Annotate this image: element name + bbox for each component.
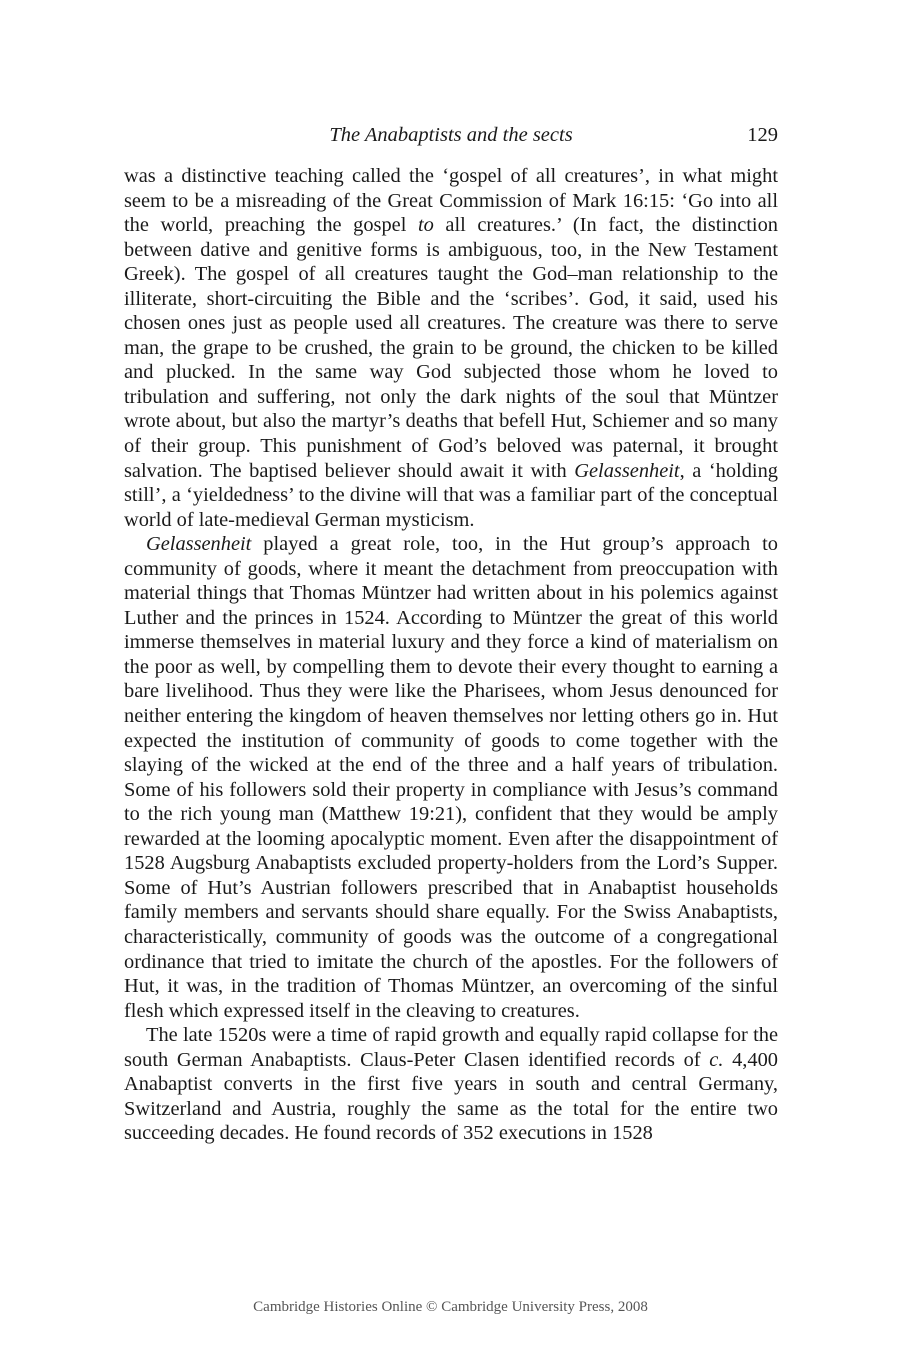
text-run: was a distinctive teaching called the ‘gospel of all creatures’, in what might seem to be a misreading of the Great Commission of Mark 16:15: ‘Go into all the world, preaching the gospel: [124, 165, 778, 237]
italic-run: to: [417, 214, 434, 237]
text-run: , a ‘holding still’, a ‘yieldedness’ to the divine will that was a familiar part of the conceptual world of late-medieval German mysticism.: [124, 459, 778, 531]
italic-run: Gelassenheit: [574, 459, 680, 482]
text-run: all creatures.’ (In fact, the distinction between dative and genitive forms is ambiguous, too, in the New Testament Greek). The gospel of all creatures taught the God–man relationship to the illiterate, short-circuiting the Bible and the ‘scribes’. God, it said, used his chosen ones just as people used all creatures. The creature was there to serve man, the grape to be crushed, the grain to be ground, the chicken to be killed and plucked. In the same way God subjected those whom he loved to tribulation and suffering, not only the dark nights of the soul that Müntzer wrote about, but also the martyr’s deaths that befell Hut, Schiemer and so many of their group. This punishment of God’s beloved was paternal, it brought salvation. The baptised believer should await it with: [124, 214, 778, 482]
page-number: 129: [747, 124, 778, 146]
italic-run: c.: [709, 1048, 724, 1071]
paragraph: [124, 532, 778, 1023]
text-run: played a great role, too, in the Hut group’s approach to community of goods, where it meant the detachment from preoccupation with material things that Thomas Müntzer had written about in his polemics against Luther and the princes in 1524. According to Müntzer the great of this world immerse themselves in material luxury and they force a kind of materialism on the poor as well, by compelling them to devote their every thought to earning a bare livelihood. Thus they were like the Pharisees, whom Jesus denounced for neither entering the kingdom of heaven themselves nor letting others go in. Hut expected the institution of community of goods to come together with the slaying of the wicked at the end of the three and a half years of tribulation. Some of his followers sold their property in compliance with Jesus’s command to the rich young man (Matthew 19:21), confident that they would be amply rewarded at the looming apocalyptic moment. Even after the disappointment of 1528 Augsburg Anabaptists excluded property-holders from the Lord’s Supper. Some of Hut’s Austrian followers prescribed that in Anabaptist households family members and servants should share equally. For the Swiss Anabaptists, characteristically, community of goods was the outcome of a congregational ordinance that tried to imitate the church of the apostles. For the followers of Hut, it was, in the tradition of Thomas Müntzer, an overcoming of the sinful flesh which expressed itself in the cleaving to creatures.: [124, 533, 778, 1022]
running-title: The Anabaptists and the sects: [329, 124, 573, 146]
text-run: The late 1520s were a time of rapid growth and equally rapid collapse for the south German Anabaptists. Claus-Peter Clasen identified records of: [124, 1024, 778, 1071]
paragraph: [124, 164, 778, 532]
body-text: [124, 164, 778, 1146]
copyright-footer: Cambridge Histories Online © Cambridge University Press, 2008: [253, 1299, 648, 1315]
running-head: [124, 124, 778, 152]
text-run: 4,400 Anabaptist converts in the first five years in south and central Germany, Switzerland and Austria, roughly the same as the total for the entire two succeeding decades. He found records of 352 executions in 1528: [124, 1048, 778, 1145]
italic-run: Gelassenheit: [146, 533, 252, 556]
paragraph: [124, 1023, 778, 1146]
